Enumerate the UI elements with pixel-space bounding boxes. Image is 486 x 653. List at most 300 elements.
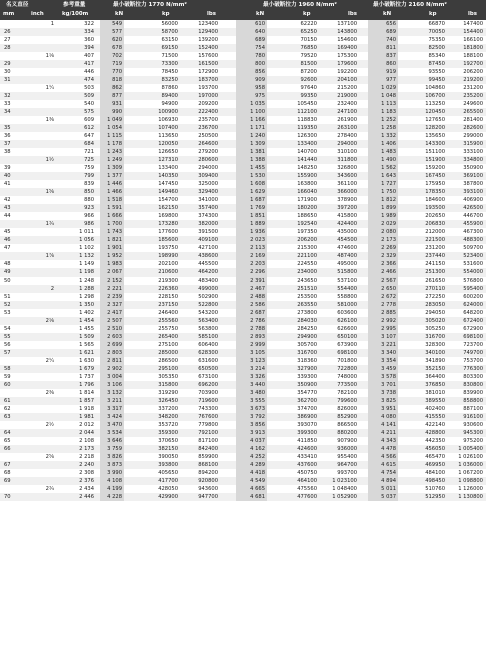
cell-mm: 50 — [4, 277, 11, 284]
cell-inch — [28, 405, 54, 413]
cell-kp-1960: 243650 — [297, 277, 317, 284]
cell-kp-1960: 119350 — [297, 125, 317, 132]
cell-lbs-1960: 294000 — [337, 141, 357, 148]
cell-kp-1770: 348200 — [158, 413, 178, 420]
cell-kp-1960: 374700 — [297, 405, 317, 412]
cell-kn-1960: 2 586 — [236, 301, 267, 309]
cell-weight: 1 056 — [79, 237, 94, 244]
cell-kn-1960: 3 123 — [236, 357, 267, 365]
table-row — [0, 341, 486, 349]
cell-mm: 52 — [4, 301, 11, 308]
cell-weight: 609 — [84, 117, 94, 124]
cell-kn-2160: 2 329 — [368, 252, 398, 260]
cell-kn-1770: 1 115 — [100, 132, 124, 140]
cell-kn-2160: 4 211 — [368, 429, 398, 437]
cell-lbs-1770: 409100 — [198, 237, 218, 244]
table-row — [0, 188, 486, 196]
cell-kn-1770: 2 699 — [100, 341, 124, 349]
cell-kp-1960: 97640 — [300, 85, 317, 92]
cell-inch: 1⅜ — [45, 117, 54, 124]
table-row — [0, 293, 486, 301]
cell-kn-1770: 2 417 — [100, 309, 124, 317]
cell-kp-1770: 83250 — [161, 77, 178, 84]
cell-lbs-1770: 464200 — [198, 269, 218, 276]
cell-lbs-1770: 563800 — [198, 325, 218, 332]
cell-kn-1770: 2 067 — [100, 268, 124, 276]
table-row — [0, 140, 486, 148]
cell-lbs-1960: 1 048400 — [332, 485, 357, 492]
cell-kp-1770: 337200 — [158, 405, 178, 412]
cell-lbs-2160: 446700 — [463, 213, 483, 220]
cell-inch: 2⅛ — [45, 317, 54, 324]
cell-kn-1960: 689 — [236, 36, 267, 44]
cell-weight: 1 679 — [79, 365, 94, 372]
cell-inch — [28, 293, 54, 301]
cell-lbs-1960: 626600 — [337, 325, 357, 332]
cell-kp-2160: 159200 — [425, 165, 445, 172]
cell-kn-1960: 3 792 — [236, 413, 267, 421]
cell-mm — [4, 20, 26, 28]
cell-kp-1770: 285000 — [158, 349, 178, 356]
cell-lbs-1960: 204100 — [337, 77, 357, 84]
cell-mm: 38 — [4, 149, 11, 156]
cell-inch — [28, 68, 54, 76]
cell-lbs-1770: 543200 — [198, 309, 218, 316]
cell-kn-2160: 1 483 — [368, 148, 398, 156]
cell-kp-1770: 315800 — [158, 381, 178, 388]
cell-inch — [28, 108, 54, 116]
cell-lbs-1960: 495000 — [337, 261, 357, 268]
cell-inch — [28, 381, 54, 389]
cell-kp-2160: 70050 — [428, 29, 445, 36]
cell-kn-1770: 862 — [100, 84, 124, 92]
cell-mm — [4, 421, 26, 429]
cell-kn-2160: 1 989 — [368, 212, 398, 220]
cell-lbs-1770: 947700 — [198, 493, 218, 500]
cell-lbs-1770: 222400 — [198, 109, 218, 116]
header-kp-1960: kp — [303, 11, 311, 17]
cell-lbs-1960: 311800 — [337, 157, 357, 164]
cell-lbs-1960: 415800 — [337, 213, 357, 220]
cell-kn-1960: 4 665 — [236, 485, 267, 493]
cell-kn-1770: 1 901 — [100, 244, 124, 252]
header-kp-2160: kp — [429, 11, 437, 17]
cell-mm: 36 — [4, 133, 11, 140]
cell-mm: 60 — [4, 381, 11, 388]
cell-weight: 1 011 — [79, 229, 94, 236]
cell-kp-2160: 104860 — [425, 85, 445, 92]
table-row — [0, 172, 486, 180]
cell-kn-1960: 3 913 — [236, 429, 267, 437]
cell-kn-1960: 856 — [236, 68, 267, 76]
cell-kn-1960: 754 — [236, 44, 267, 52]
cell-kp-1770: 69150 — [161, 45, 178, 52]
table-row — [0, 413, 486, 421]
cell-lbs-2160: 830800 — [463, 381, 483, 388]
cell-weight: 334 — [84, 29, 94, 36]
cell-kn-2160: 4 141 — [368, 421, 398, 429]
cell-mm — [4, 156, 26, 164]
cell-lbs-2160: 1 005400 — [458, 445, 483, 452]
cell-inch — [28, 365, 54, 373]
cell-kn-1770: 1 309 — [100, 164, 124, 172]
cell-kp-1960: 81500 — [300, 61, 317, 68]
cell-inch — [28, 429, 54, 437]
cell-inch — [28, 277, 54, 285]
cell-lbs-2160: 147400 — [463, 21, 483, 27]
cell-weight: 1 981 — [79, 413, 94, 420]
cell-lbs-1960: 748000 — [337, 373, 357, 380]
cell-kn-2160: 4 343 — [368, 437, 398, 445]
cell-lbs-2160: 1 098800 — [458, 477, 483, 484]
cell-mm — [4, 453, 26, 461]
cell-lbs-2160: 219200 — [463, 77, 483, 84]
cell-lbs-1960: 782100 — [337, 389, 357, 396]
cell-lbs-1770: 743300 — [198, 405, 218, 412]
cell-inch — [28, 477, 54, 485]
cell-weight: 1 132 — [79, 253, 94, 260]
cell-kp-2160: 251300 — [425, 269, 445, 276]
cell-kp-2160: 241150 — [425, 261, 445, 268]
cell-kn-1960: 4 549 — [236, 477, 267, 485]
cell-lbs-1770: 868100 — [198, 461, 218, 468]
cell-lbs-1960: 192200 — [337, 69, 357, 76]
cell-weight: 1 350 — [79, 301, 94, 308]
cell-weight: 1 796 — [79, 381, 94, 388]
table-row — [0, 285, 486, 293]
cell-weight: 1 455 — [79, 325, 94, 332]
cell-kn-2160: 1 029 — [368, 84, 398, 92]
cell-kp-1770: 228150 — [158, 293, 178, 300]
cell-kp-2160: 231200 — [425, 245, 445, 252]
table-row — [0, 277, 486, 285]
cell-lbs-1960: 936000 — [337, 445, 357, 452]
cell-weight: 1 298 — [79, 293, 94, 300]
cell-kn-2160: 2 778 — [368, 301, 398, 309]
cell-kp-1960: 206200 — [297, 237, 317, 244]
cell-lbs-2160: 624000 — [463, 301, 483, 308]
cell-lbs-1960: 143800 — [337, 29, 357, 36]
cell-kn-2160: 977 — [368, 76, 398, 84]
cell-inch — [28, 244, 54, 252]
cell-kp-2160: 151100 — [425, 149, 445, 156]
table-row — [0, 116, 486, 124]
cell-kp-1960: 284250 — [297, 325, 317, 332]
cell-kp-1960: 140700 — [297, 149, 317, 156]
cell-kp-1960: 62220 — [300, 21, 317, 27]
cell-kn-2160: 5 037 — [368, 493, 398, 501]
cell-lbs-1770: 894200 — [198, 469, 218, 476]
cell-kn-1770: 1 591 — [100, 204, 124, 212]
cell-kn-1960: 1 608 — [236, 180, 267, 188]
cell-kn-2160: 3 951 — [368, 405, 398, 413]
cell-kp-1770: 126650 — [158, 149, 178, 156]
cell-kn-1960: 2 687 — [236, 309, 267, 317]
cell-kn-1960: 4 289 — [236, 461, 267, 469]
cell-kp-2160: 341890 — [425, 357, 445, 364]
cell-lbs-1770: 920800 — [198, 477, 218, 484]
cell-kp-2160: 456050 — [425, 445, 445, 452]
cell-lbs-1770: 719600 — [198, 397, 218, 404]
cell-kn-2160: 4 080 — [368, 413, 398, 421]
cell-lbs-1770: 161500 — [198, 61, 218, 68]
cell-kp-2160: 206830 — [425, 221, 445, 228]
cell-kp-1770: 319290 — [158, 389, 178, 396]
cell-lbs-1960: 263100 — [337, 125, 357, 132]
cell-mm: 40 — [4, 173, 11, 180]
cell-kn-1960: 2 893 — [236, 333, 267, 341]
cell-kp-1770: 198990 — [158, 253, 178, 260]
cell-weight: 503 — [84, 85, 94, 92]
table-row — [0, 365, 486, 373]
cell-inch — [28, 260, 54, 268]
cell-lbs-1770: 445500 — [198, 261, 218, 268]
cell-kp-2160: 120450 — [425, 109, 445, 116]
cell-inch — [28, 124, 54, 132]
cell-kn-1960: 780 — [236, 52, 267, 60]
cell-kn-1770: 2 811 — [100, 357, 124, 365]
cell-kn-1770: 4 228 — [100, 493, 124, 501]
cell-lbs-1770: 499000 — [198, 285, 218, 292]
cell-kp-1770: 393800 — [158, 461, 178, 468]
cell-lbs-1770: 767600 — [198, 413, 218, 420]
cell-kp-1960: 79520 — [300, 53, 317, 60]
cell-kn-1770: 3 990 — [100, 469, 124, 477]
cell-weight: 417 — [84, 61, 94, 68]
cell-kn-1960: 610 — [236, 20, 267, 28]
cell-kp-1960: 180200 — [297, 205, 317, 212]
cell-kn-2160: 4 754 — [368, 469, 398, 477]
cell-kp-1960: 171900 — [297, 197, 317, 204]
cell-lbs-2160: 1 130800 — [458, 493, 483, 500]
table-row — [0, 236, 486, 244]
cell-kp-2160: 484100 — [425, 469, 445, 476]
cell-weight: 759 — [84, 165, 94, 172]
cell-kp-1770: 173280 — [158, 221, 178, 228]
cell-kn-2160: 2 992 — [368, 317, 398, 325]
cell-kp-1770: 177600 — [158, 229, 178, 236]
cell-mm: 70 — [4, 493, 11, 500]
cell-kn-1960: 1 687 — [236, 196, 267, 204]
cell-kp-1770: 255560 — [158, 317, 178, 324]
cell-kp-1770: 94900 — [161, 101, 178, 108]
cell-inch — [28, 148, 54, 156]
table-row — [0, 212, 486, 220]
cell-inch — [28, 76, 54, 84]
cell-kn-1770: 770 — [100, 68, 124, 76]
cell-lbs-1960: 964700 — [337, 461, 357, 468]
cell-weight: 2 240 — [79, 461, 94, 468]
cell-kn-2160: 3 825 — [368, 397, 398, 405]
cell-inch — [28, 36, 54, 44]
cell-kp-2160: 175950 — [425, 181, 445, 188]
cell-kp-1770: 149460 — [158, 189, 178, 196]
cell-kn-1960: 2 203 — [236, 260, 267, 268]
cell-kp-2160: 422140 — [425, 421, 445, 428]
cell-kn-1960: 1 769 — [236, 204, 267, 212]
cell-inch — [28, 100, 54, 108]
cell-lbs-1960: 232400 — [337, 101, 357, 108]
cell-lbs-1960: 215200 — [337, 85, 357, 92]
cell-kp-2160: 389550 — [425, 397, 445, 404]
cell-weight: 1 814 — [79, 389, 94, 396]
cell-kn-1770: 1 377 — [100, 172, 124, 180]
cell-mm: 29 — [4, 61, 11, 68]
cell-kp-1960: 475560 — [297, 485, 317, 492]
cell-kn-1770: 3 211 — [100, 397, 124, 405]
cell-kp-1770: 428050 — [158, 485, 178, 492]
cell-weight: 1 918 — [79, 405, 94, 412]
table-row — [0, 20, 486, 28]
cell-kn-2160: 1 406 — [368, 140, 398, 148]
cell-lbs-2160: 181800 — [463, 45, 483, 52]
cell-kn-1770: 1 518 — [100, 196, 124, 204]
cell-lbs-1770: 650500 — [198, 365, 218, 372]
cell-kp-1770: 265400 — [158, 333, 178, 340]
cell-kn-2160: 4 478 — [368, 445, 398, 453]
cell-kp-1960: 197350 — [297, 229, 317, 236]
cell-kp-2160: 498450 — [425, 477, 445, 484]
cell-kp-1960: 327900 — [297, 365, 317, 372]
cell-weight: 1 402 — [79, 309, 94, 316]
cell-kn-1960: 4 252 — [236, 453, 267, 461]
cell-kn-2160: 1 252 — [368, 116, 398, 124]
cell-kn-1770: 1 243 — [100, 148, 124, 156]
cell-kp-1960: 437600 — [297, 461, 317, 468]
cell-lbs-1770: 859900 — [198, 453, 218, 460]
table-row — [0, 148, 486, 156]
cell-kn-1770: 3 534 — [100, 429, 124, 437]
cell-kn-1960: 1 100 — [236, 108, 267, 116]
cell-lbs-2160: 672900 — [463, 325, 483, 332]
cell-kp-2160: 328300 — [425, 341, 445, 348]
cell-lbs-1960: 361100 — [337, 181, 357, 188]
cell-kp-2160: 202650 — [425, 213, 445, 220]
cell-kn-1770: 2 803 — [100, 349, 124, 357]
cell-kn-1960: 800 — [236, 60, 267, 68]
cell-mm: 34 — [4, 109, 11, 116]
cell-kn-2160: 837 — [368, 52, 398, 60]
cell-inch — [28, 140, 54, 148]
cell-kp-1770: 370650 — [158, 437, 178, 444]
cell-kp-1960: 477600 — [297, 493, 317, 500]
cell-mm — [4, 52, 26, 60]
cell-mm: 39 — [4, 165, 11, 172]
cell-kp-1770: 359300 — [158, 429, 178, 436]
table-row — [0, 453, 486, 461]
cell-lbs-1770: 483400 — [198, 277, 218, 284]
cell-lbs-1770: 631600 — [198, 357, 218, 364]
table-row — [0, 260, 486, 268]
cell-kp-2160: 512950 — [425, 493, 445, 500]
cell-kp-1960: 433410 — [297, 453, 317, 460]
cell-lbs-2160: 975200 — [463, 437, 483, 444]
cell-mm — [4, 188, 26, 196]
cell-lbs-2160: 426500 — [463, 205, 483, 212]
cell-mm — [4, 252, 26, 260]
cell-inch — [28, 333, 54, 341]
cell-kp-1960: 253500 — [297, 293, 317, 300]
cell-kp-1770: 140350 — [158, 173, 178, 180]
cell-kn-2160: 1 113 — [368, 100, 398, 108]
cell-lbs-2160: 698100 — [463, 333, 483, 340]
table-header — [0, 0, 486, 20]
cell-lbs-1770: 817100 — [198, 437, 218, 444]
cell-lbs-1960: 722800 — [337, 365, 357, 372]
cell-lbs-2160: 192700 — [463, 61, 483, 68]
cell-kn-2160: 1 727 — [368, 180, 398, 188]
cell-kn-1770: 1 700 — [100, 220, 124, 228]
cell-kn-1770: 549 — [100, 20, 124, 28]
cell-kn-1770: 3 873 — [100, 461, 124, 469]
cell-kp-2160: 364400 — [425, 373, 445, 380]
cell-weight: 2 376 — [79, 477, 94, 484]
cell-mm: 53 — [4, 309, 11, 316]
cell-kp-1770: 89400 — [161, 93, 178, 100]
cell-kp-1770: 246400 — [158, 309, 178, 316]
table-row — [0, 317, 486, 325]
cell-lbs-2160: 235200 — [463, 93, 483, 100]
cell-kn-1960: 3 326 — [236, 373, 267, 381]
cell-lbs-1960: 650100 — [337, 333, 357, 340]
cell-lbs-1960: 515800 — [337, 269, 357, 276]
header-grade-1960: 最小破断拉力 1960 N/mm² — [263, 2, 337, 8]
cell-lbs-2160: 265500 — [463, 109, 483, 116]
cell-lbs-1960: 154600 — [337, 37, 357, 44]
cell-kp-1960: 263550 — [297, 301, 317, 308]
cell-lbs-1770: 235700 — [198, 117, 218, 124]
cell-kp-2160: 66870 — [428, 21, 445, 27]
cell-lbs-2160: 1 126000 — [458, 485, 483, 492]
cell-weight: 839 — [84, 181, 94, 188]
cell-mm — [4, 357, 26, 365]
cell-kn-2160: 860 — [368, 60, 398, 68]
cell-kp-1960: 284030 — [297, 317, 317, 324]
cell-inch — [28, 373, 54, 381]
cell-lbs-2160: 387800 — [463, 181, 483, 188]
cell-lbs-2160: 455900 — [463, 221, 483, 228]
cell-inch — [28, 437, 54, 445]
cell-lbs-1770: 280600 — [198, 157, 218, 164]
cell-kp-2160: 402400 — [425, 405, 445, 412]
cell-lbs-2160: 350900 — [463, 165, 483, 172]
cell-lbs-2160: 509700 — [463, 245, 483, 252]
cell-kn-1770: 2 152 — [100, 277, 124, 285]
cell-mm: 56 — [4, 341, 11, 348]
table-row — [0, 333, 486, 341]
cell-kp-1960: 188650 — [297, 213, 317, 220]
cell-kp-1960: 450750 — [297, 469, 317, 476]
cell-kn-1770: 2 603 — [100, 333, 124, 341]
cell-mm: 30 — [4, 69, 11, 76]
cell-lbs-2160: 1 067200 — [458, 469, 483, 476]
cell-lbs-1770: 606400 — [198, 341, 218, 348]
cell-lbs-1770: 236700 — [198, 125, 218, 132]
cell-kn-2160: 5 011 — [368, 485, 398, 493]
cell-kn-2160: 2 173 — [368, 236, 398, 244]
cell-kn-1960: 1 455 — [236, 164, 267, 172]
cell-lbs-1770: 309400 — [198, 173, 218, 180]
cell-kn-2160: 740 — [368, 36, 398, 44]
cell-lbs-1770: 522800 — [198, 301, 218, 308]
cell-mm — [4, 220, 26, 228]
header-kn-2160: kN — [383, 11, 392, 17]
table-row — [0, 196, 486, 204]
cell-kn-2160: 919 — [368, 68, 398, 76]
cell-lbs-1960: 603600 — [337, 309, 357, 316]
cell-kn-1960: 3 440 — [236, 381, 267, 389]
cell-kp-1960: 362700 — [297, 397, 317, 404]
